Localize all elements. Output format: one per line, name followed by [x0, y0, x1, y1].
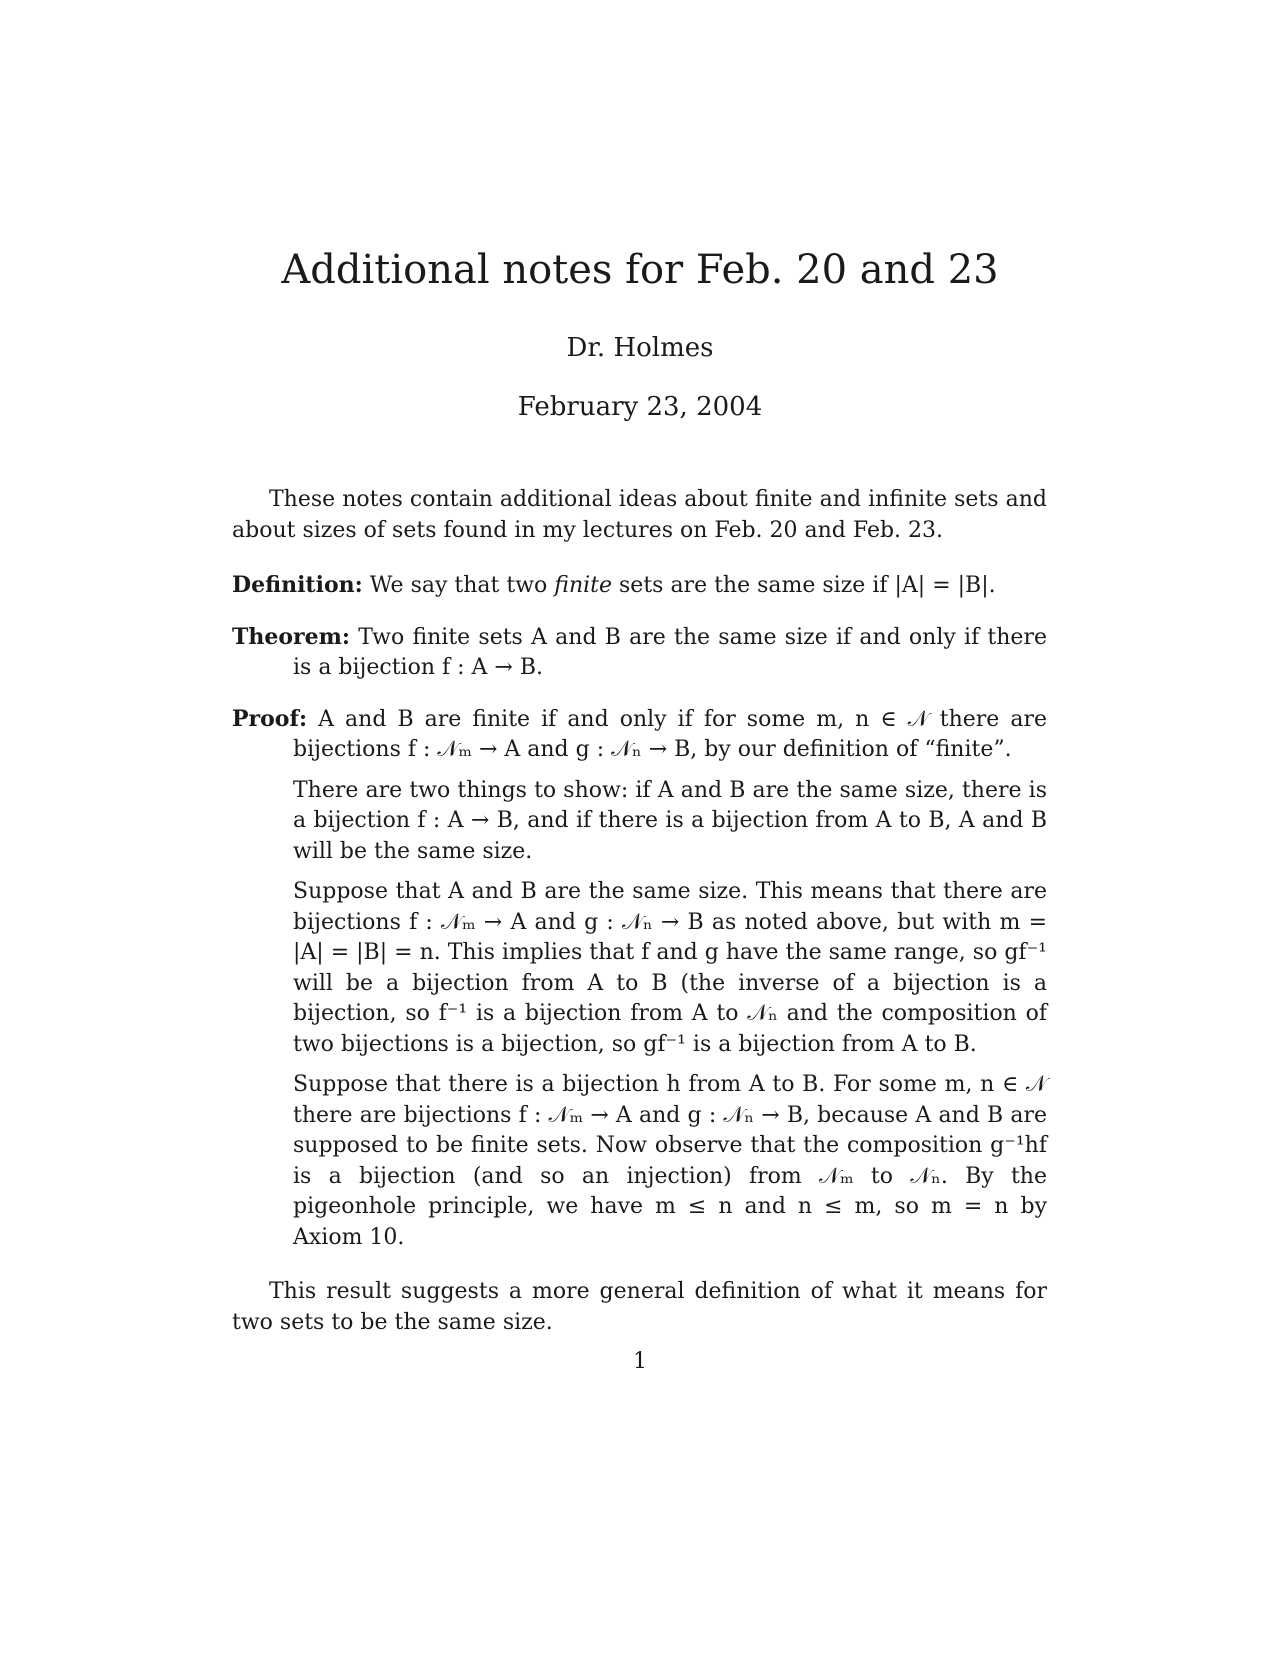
theorem-label: Theorem: — [232, 623, 351, 650]
proof-label: Proof: — [232, 705, 308, 732]
intro-paragraph: These notes contain additional ideas about finite and infinite sets and about sizes of sets found in my lectures on Feb. 20 and Feb. 23. — [232, 487, 1047, 543]
definition-label: Definition: — [232, 572, 363, 598]
proof-paragraph: There are two things to show: if A and B are the same size, there is a bijection f : A → B, and if there is a bijection from A to B, A and B will be the same size. — [293, 777, 1047, 864]
document-date: February 23, 2004 — [517, 392, 763, 422]
document-body — [232, 485, 1047, 1338]
theorem-block — [232, 622, 1047, 684]
document-author: Dr. Holmes — [566, 333, 714, 363]
proof-paragraph: Suppose that A and B are the same size. This means that there are bijections f : 𝒩ₘ → A and g : 𝒩ₙ → B as noted above, but with m = |A| = |B| = n. This implies that f and g have the same range, so gf⁻¹ will be a bijection from A to B (the inverse of a bijection is a bijection, so f⁻¹ is a bijection from A to 𝒩ₙ and the composition of two bijections is a bijection, so gf⁻¹ is a bijection from A to B. — [293, 879, 1047, 1057]
closing-paragraph: This result suggests a more general definition of what it means for two sets to be the same size. — [232, 1279, 1047, 1335]
proof-block — [232, 704, 1047, 766]
proof-paragraph: A and B are finite if and only if for some m, n ∈ 𝒩 there are bijections f : 𝒩ₘ → A and g : 𝒩ₙ → B, by our definition of “finite”. — [293, 706, 1048, 762]
definition-emphasis: finite — [554, 573, 613, 598]
definition-block — [232, 570, 1047, 602]
theorem-text: Two finite sets A and B are the same size if and only if there is a bijection f : A → B. — [293, 624, 1047, 680]
definition-text-before: We say that two — [369, 573, 555, 598]
page-number: 1 — [633, 1349, 647, 1374]
document-title: Additional notes for Feb. 20 and 23 — [281, 247, 999, 293]
definition-text-after: sets are the same size if |A| = |B|. — [612, 573, 996, 598]
proof-paragraph: Suppose that there is a bijection h from A to B. For some m, n ∈ 𝒩 there are bijections f : 𝒩ₘ → A and g : 𝒩ₙ → B, because A and B are supposed to be finite sets. Now observe that the composition g⁻¹hf is a bijection (and so an injection) from 𝒩ₘ to 𝒩ₙ. By the pigeonhole principle, we have m ≤ n and n ≤ m, so m = n by Axiom 10. — [293, 1072, 1047, 1250]
